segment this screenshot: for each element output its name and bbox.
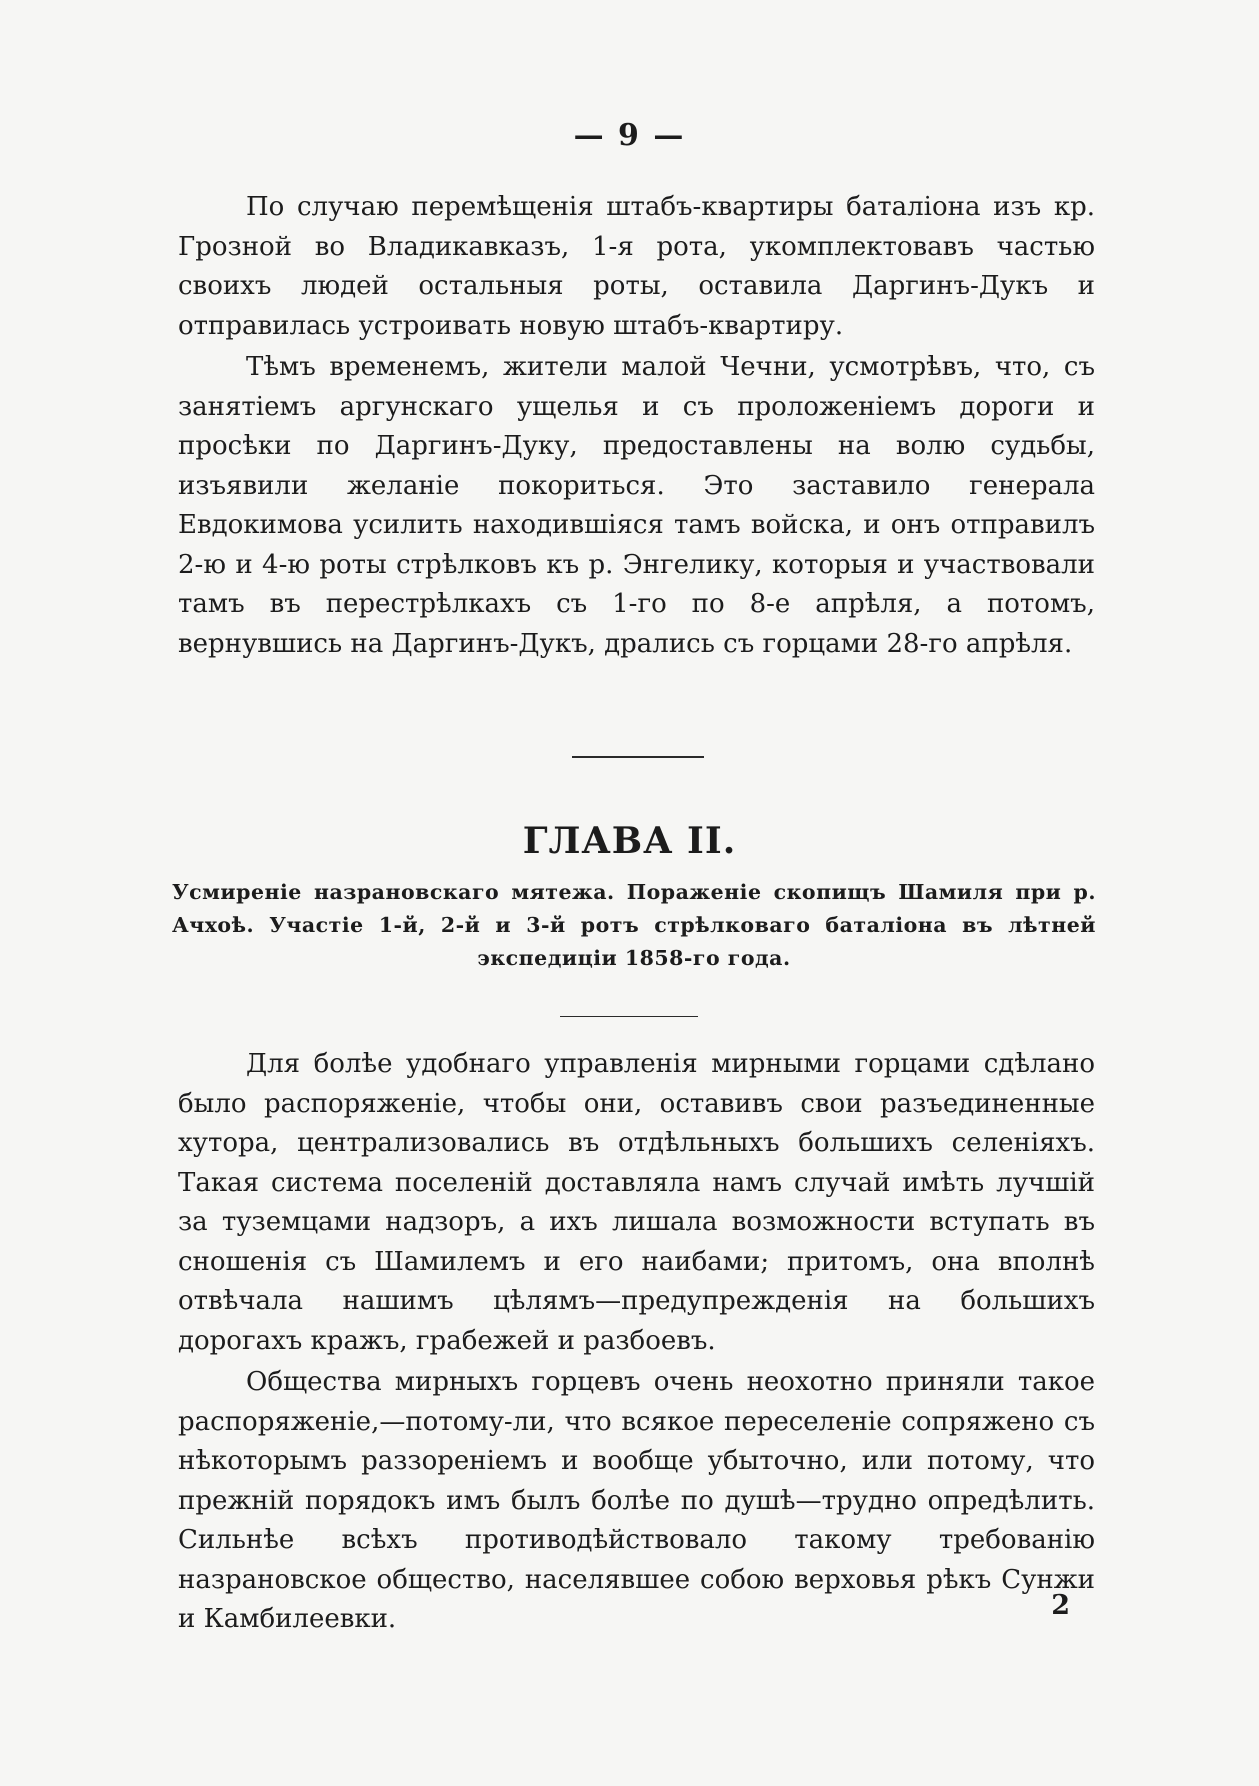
paragraph: Для болѣе удобнаго управленія мирными горцами сдѣлано было распоряженіе, чтобы они, оставивъ свои разъединенные хутора, централизовались въ отдѣльныхъ большихъ селеніяхъ. Такая система поселеній доставляла намъ случай имѣть лучшій за туземцами надзоръ, а ихъ лишала возможности вступать въ сношенія съ Шамилемъ и его наибами; притомъ, она вполнѣ отвѣчала нашимъ цѣлямъ—предупрежденія на большихъ дорогахъ кражъ, грабежей и разбоевъ. [178,1049,1095,1356]
page-number-header: — 9 — [573,118,686,153]
section-1-text [178,188,1095,664]
signature-mark: 2 [1051,1590,1070,1621]
section-divider-rule [572,756,704,758]
paragraph: По случаю перемѣщенія штабъ-квартиры баталіона изъ кр. Грозной во Владикавказъ, 1-я рота, укомплектовавъ частью своихъ людей остальныя роты, оставила Даргинъ-Дукъ и отправилась устроивать новую штабъ-квартиру. [178,192,1095,341]
chapter-divider-rule [560,1016,698,1017]
section-2-text [178,1045,1095,1640]
paragraph: Общества мирныхъ горцевъ очень неохотно приняли такое распоряженіе,—потому-ли, что всякое переселеніе сопряжено съ нѣкоторымъ раззореніемъ и вообще убыточно, или потому, что прежній порядокъ имъ былъ болѣе по душѣ—трудно опредѣлить. Сильнѣе всѣхъ противодѣйствовало такому требованію назрановское общество, населявшее собою верховья рѣкъ Сунжи и Камбилеевки. [178,1367,1095,1634]
chapter-summary: Усмиреніе назрановскаго мятежа. Пораженіе скопищъ Шамиля при р. Ачхоѣ. Участіе 1-й, 2-й и 3-й ротъ стрѣлковаго баталіона въ лѣтней экспедиціи 1858-го года. [172,880,1096,970]
chapter-title: ГЛАВА II. [522,820,737,862]
paragraph: Тѣмъ временемъ, жители малой Чечни, усмотрѣвъ, что, съ занятіемъ аргунскаго ущелья и съ проложеніемъ дороги и просѣки по Даргинъ-Дуку, предоставлены на волю судьбы, изъявили желаніе покориться. Это заставило генерала Евдокимова усилить находившіяся тамъ войска, и онъ отправилъ 2-ю и 4-ю роты стрѣлковъ къ р. Энгелику, которыя и участвовали тамъ въ перестрѣлкахъ съ 1-го по 8-е апрѣля, а потомъ, вернувшись на Даргинъ-Дукъ, дрались съ горцами 28-го апрѣля. [178,352,1095,659]
